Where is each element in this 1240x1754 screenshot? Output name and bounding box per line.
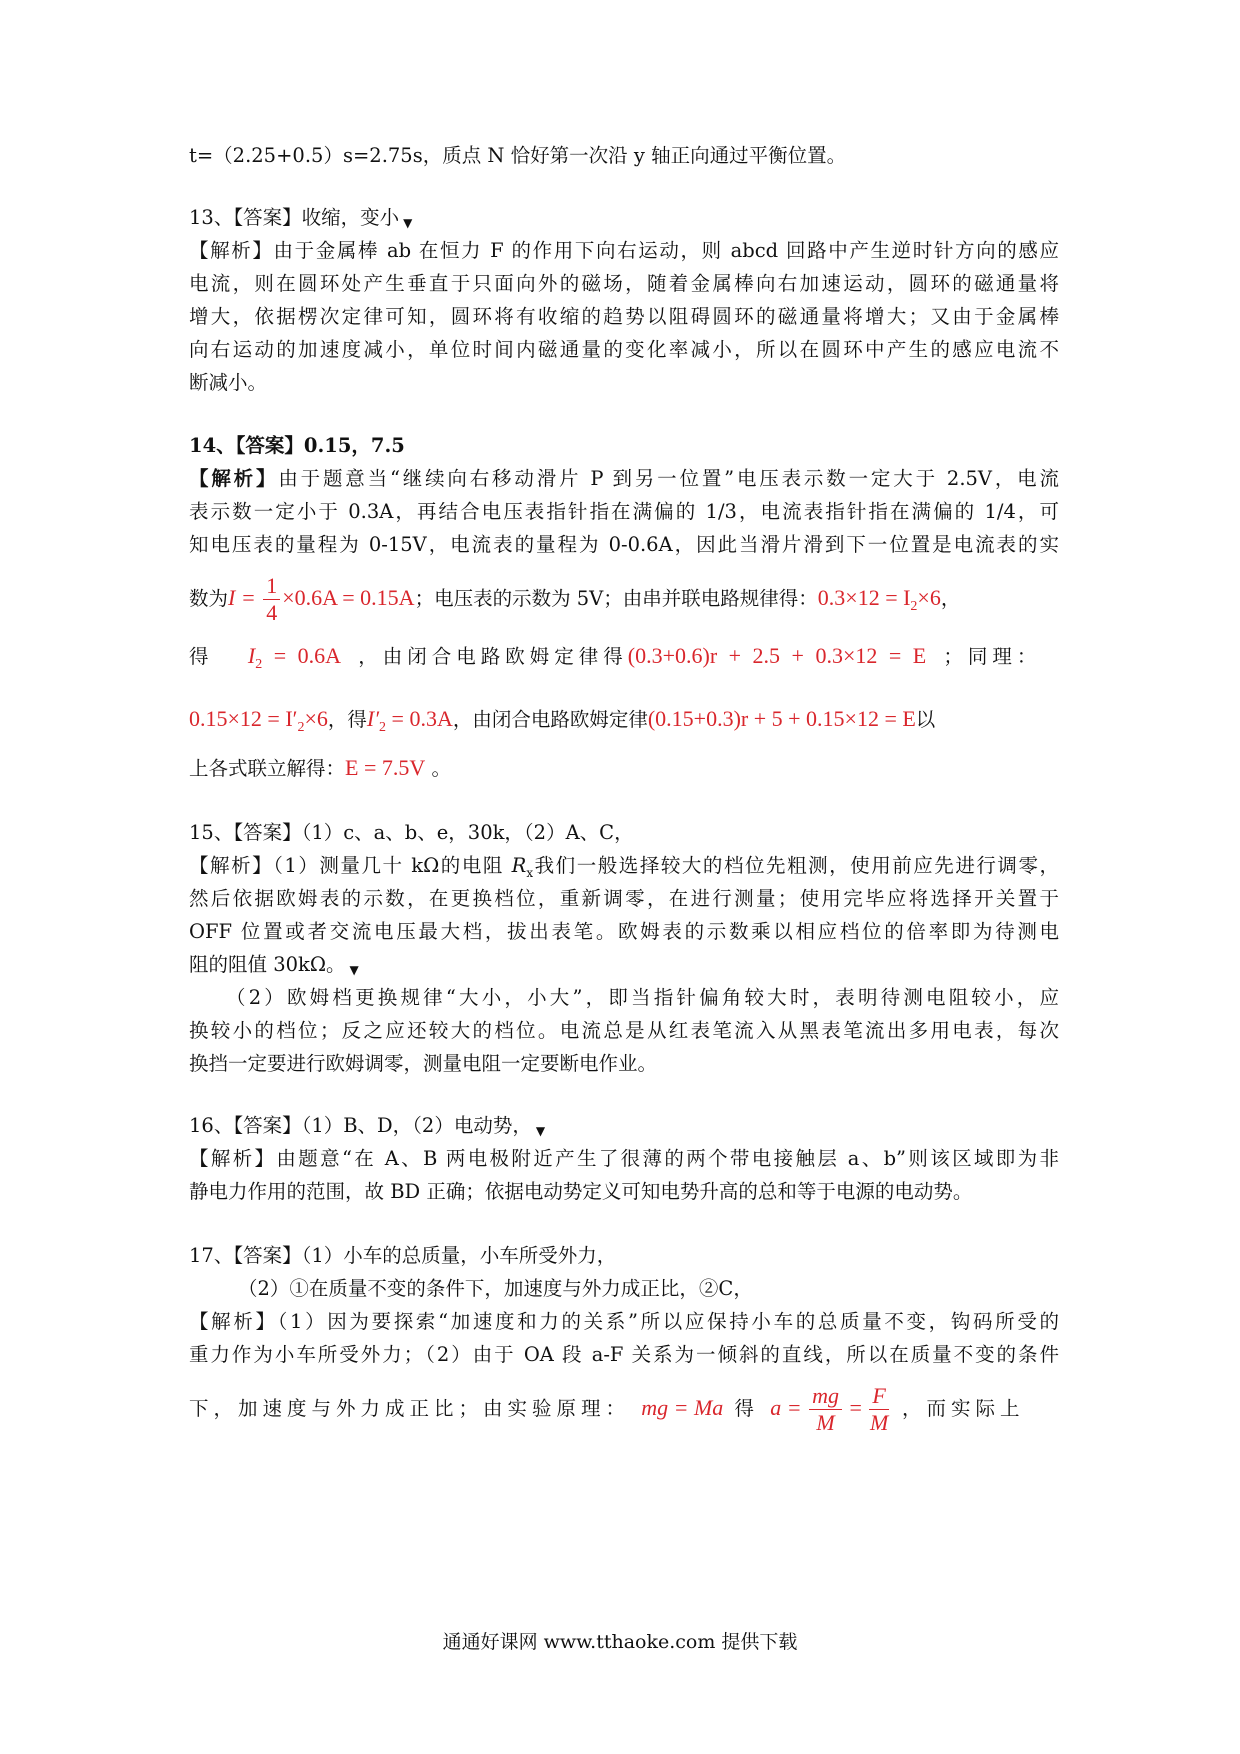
analysis-14-line: [189, 570, 1059, 635]
math-part: = 0.6A: [262, 643, 342, 668]
analysis-15-line: 换较小的档位；反之应还较大的档位。电流总是从红表笔流入从黑表笔流出多用电表，每次: [189, 1019, 1059, 1042]
page-footer: 通通好课网 www.tthaoke.com 提供下载: [442, 1631, 798, 1653]
analysis-13-line: 【解析】由于金属棒 ab 在恒力 F 的作用下向右运动，则 abcd 回路中产生逆时针方向的感应: [189, 239, 1059, 262]
analysis-label: 【解析】: [189, 467, 279, 490]
analysis-17-line: [189, 1380, 1059, 1437]
answer-15: 15、【答案】（1）c、a、b、e，30k，（2）A、C，: [189, 821, 634, 844]
text-span: ；同理：: [943, 645, 1042, 668]
fraction-numerator: 1: [263, 575, 280, 600]
analysis-14-line: [189, 461, 1059, 497]
analysis-16-line: 【解析】由题意“在 A、B 两电极附近产生了很薄的两个带电接触层 a、b”则该区域即为非: [189, 1147, 1059, 1170]
text-span: ，由闭合电路欧姆定律得: [358, 645, 628, 668]
text-span: 上各式联立解得：: [189, 757, 346, 780]
fraction-denominator: M: [816, 1410, 835, 1436]
math-part: mg = Ma: [641, 1395, 724, 1420]
fraction-denominator: M: [869, 1410, 889, 1436]
math-part: 0.3×12 = I: [817, 585, 911, 610]
fraction: [263, 575, 280, 624]
formula-result: E = 7.5V: [345, 755, 426, 780]
text-span: 阻的阻值 30kΩ。: [189, 953, 346, 976]
text-span: 数为: [189, 587, 229, 610]
analysis-17-line: 重力作为小车所受外力；（2）由于 OA 段 a-F 关系为一倾斜的直线，所以在质量不变的条件: [189, 1343, 1059, 1366]
answer-14: [189, 428, 1059, 464]
analysis-14-line: 知电压表的量程为 0-15V，电流表的量程为 0-0.6A，因此当滑片滑到下一位置是电流表的实: [189, 533, 1059, 556]
analysis-14-text: 由于题意当“继续向右移动滑片 P 到另一位置”电压表示数一定大于 2.5V，电流: [278, 467, 1059, 490]
analysis-13-line: 增大，依据楞次定律可知，圆环将有收缩的趋势以阻碍圆环的磁通量将增大；又由于金属棒: [189, 305, 1059, 328]
math-part: I′: [366, 706, 380, 731]
answer-14-values: 0.15，7.5: [303, 434, 405, 457]
formula-i2: [247, 643, 342, 672]
fraction-numerator: F: [869, 1385, 888, 1410]
math-part: =: [843, 1395, 868, 1420]
math-part: 0.15×12 = I′: [189, 706, 298, 731]
fraction-denominator: 4: [266, 600, 278, 626]
formula-same-2: [366, 706, 453, 735]
text-line: t=（2.25+0.5）s=2.75s，质点 N 恰好第一次沿 y 轴正向通过平衡位置。: [189, 144, 847, 167]
text-span: ，得: [327, 708, 367, 731]
text-span: ；电压表的示数为 5V；由串并联电路规律得：: [414, 587, 818, 610]
answer-14-prefix: 14、【答案】: [189, 434, 304, 457]
math-part: ×6: [917, 585, 941, 610]
paragraph-mark-icon: ▼: [403, 216, 413, 230]
text-span: 得: [734, 1397, 759, 1420]
analysis-15-line: 换挡一定要进行欧姆调零，测量电阻一定要断电作业。: [189, 1052, 658, 1075]
formula-series: [817, 585, 941, 614]
math-part: = 0.3A: [386, 706, 453, 731]
math-part: a =: [770, 1395, 808, 1420]
fraction-numerator: mg: [809, 1385, 842, 1410]
formula-acceleration: [770, 1383, 891, 1436]
text-span: 下，加速度与外力成正比；由实验原理：: [189, 1397, 631, 1420]
formula-current: [228, 573, 415, 626]
resistor-subscript: x: [526, 866, 534, 880]
answer-17: 17、【答案】（1）小车的总质量，小车所受外力，: [189, 1244, 617, 1267]
text-span: 得: [189, 645, 214, 668]
math-part: I =: [228, 585, 262, 610]
analysis-15-line: 然后依据欧姆表的示数，在更换档位，重新调零，在进行测量；使用完毕应将选择开关置于: [189, 887, 1059, 910]
answer-13-text: 13、【答案】收缩，变小: [189, 206, 400, 229]
resistor-symbol: R: [511, 854, 527, 877]
paragraph-mark-icon: ▼: [349, 963, 359, 977]
answer-17-part2: （2）①在质量不变的条件下，加速度与外力成正比，②C，: [238, 1277, 753, 1300]
fraction: [809, 1385, 842, 1434]
math-part: ×6: [304, 706, 328, 731]
analysis-14-line: [189, 750, 1059, 787]
text-span: 我们一般选择较大的档位先粗测，使用前应先进行调零，: [533, 854, 1059, 877]
analysis-15-line: OFF 位置或者交流电压最大档，拔出表笔。欧姆表的示数乘以相应档位的倍率即为待测电: [189, 920, 1059, 943]
analysis-14-line: 表示数一定小于 0.3A，再结合电压表指针指在满偏的 1/3，电流表指针指在满偏的 1/4，可: [189, 500, 1059, 523]
math-subscript: 2: [255, 657, 263, 672]
analysis-13-line: 向右运动的加速度减小，单位时间内磁通量的变化率减小，所以在圆环中产生的感应电流不: [189, 338, 1059, 361]
analysis-17-line: 【解析】（1）因为要探索“加速度和力的关系”所以应保持小车的总质量不变，钩码所受的: [189, 1310, 1059, 1333]
formula-newton: [641, 1395, 723, 1420]
analysis-13-line: 电流，则在圆环处产生垂直于只面向外的磁场，随着金属棒向右加速运动，圆环的磁通量将: [189, 272, 1059, 295]
fraction: [869, 1385, 888, 1434]
analysis-13-line: 断减小。: [189, 371, 268, 394]
math-part: I: [247, 643, 256, 668]
text-span: 【解析】（1）测量几十 kΩ的电阻: [189, 854, 512, 877]
analysis-16-line: 静电力作用的范围，故 BD 正确；依据电动势定义可知电势升高的总和等于电源的电动势。: [189, 1180, 973, 1203]
text-span: 。: [431, 757, 451, 780]
math-part: ×0.6A = 0.15A: [282, 585, 415, 610]
paragraph-mark-icon: ▼: [535, 1124, 546, 1138]
analysis-14-line: [189, 638, 1059, 683]
text-span: ，由闭合电路欧姆定律: [452, 708, 648, 731]
text-span: ，而实际上: [902, 1397, 1025, 1420]
analysis-14-line: [189, 701, 1059, 746]
math-subscript: 2: [297, 720, 305, 735]
formula-ohm-1: (0.3+0.6)r + 2.5 + 0.3×12 = E: [627, 643, 927, 668]
text-span: ，: [940, 587, 961, 610]
formula-ohm-2: (0.15+0.3)r + 5 + 0.15×12 = E: [647, 706, 916, 731]
formula-same-1: [189, 706, 328, 735]
math-subscript: 2: [910, 599, 918, 614]
analysis-15-line: （2）欧姆档更换规律“大小，小大”，即当指针偏角较大时，表明待测电阻较小，应: [226, 986, 1059, 1009]
text-span: 以: [915, 708, 936, 731]
text-span: 16、【答案】（1）B、D，（2）电动势，: [189, 1114, 532, 1137]
math-subscript: 2: [379, 720, 387, 735]
